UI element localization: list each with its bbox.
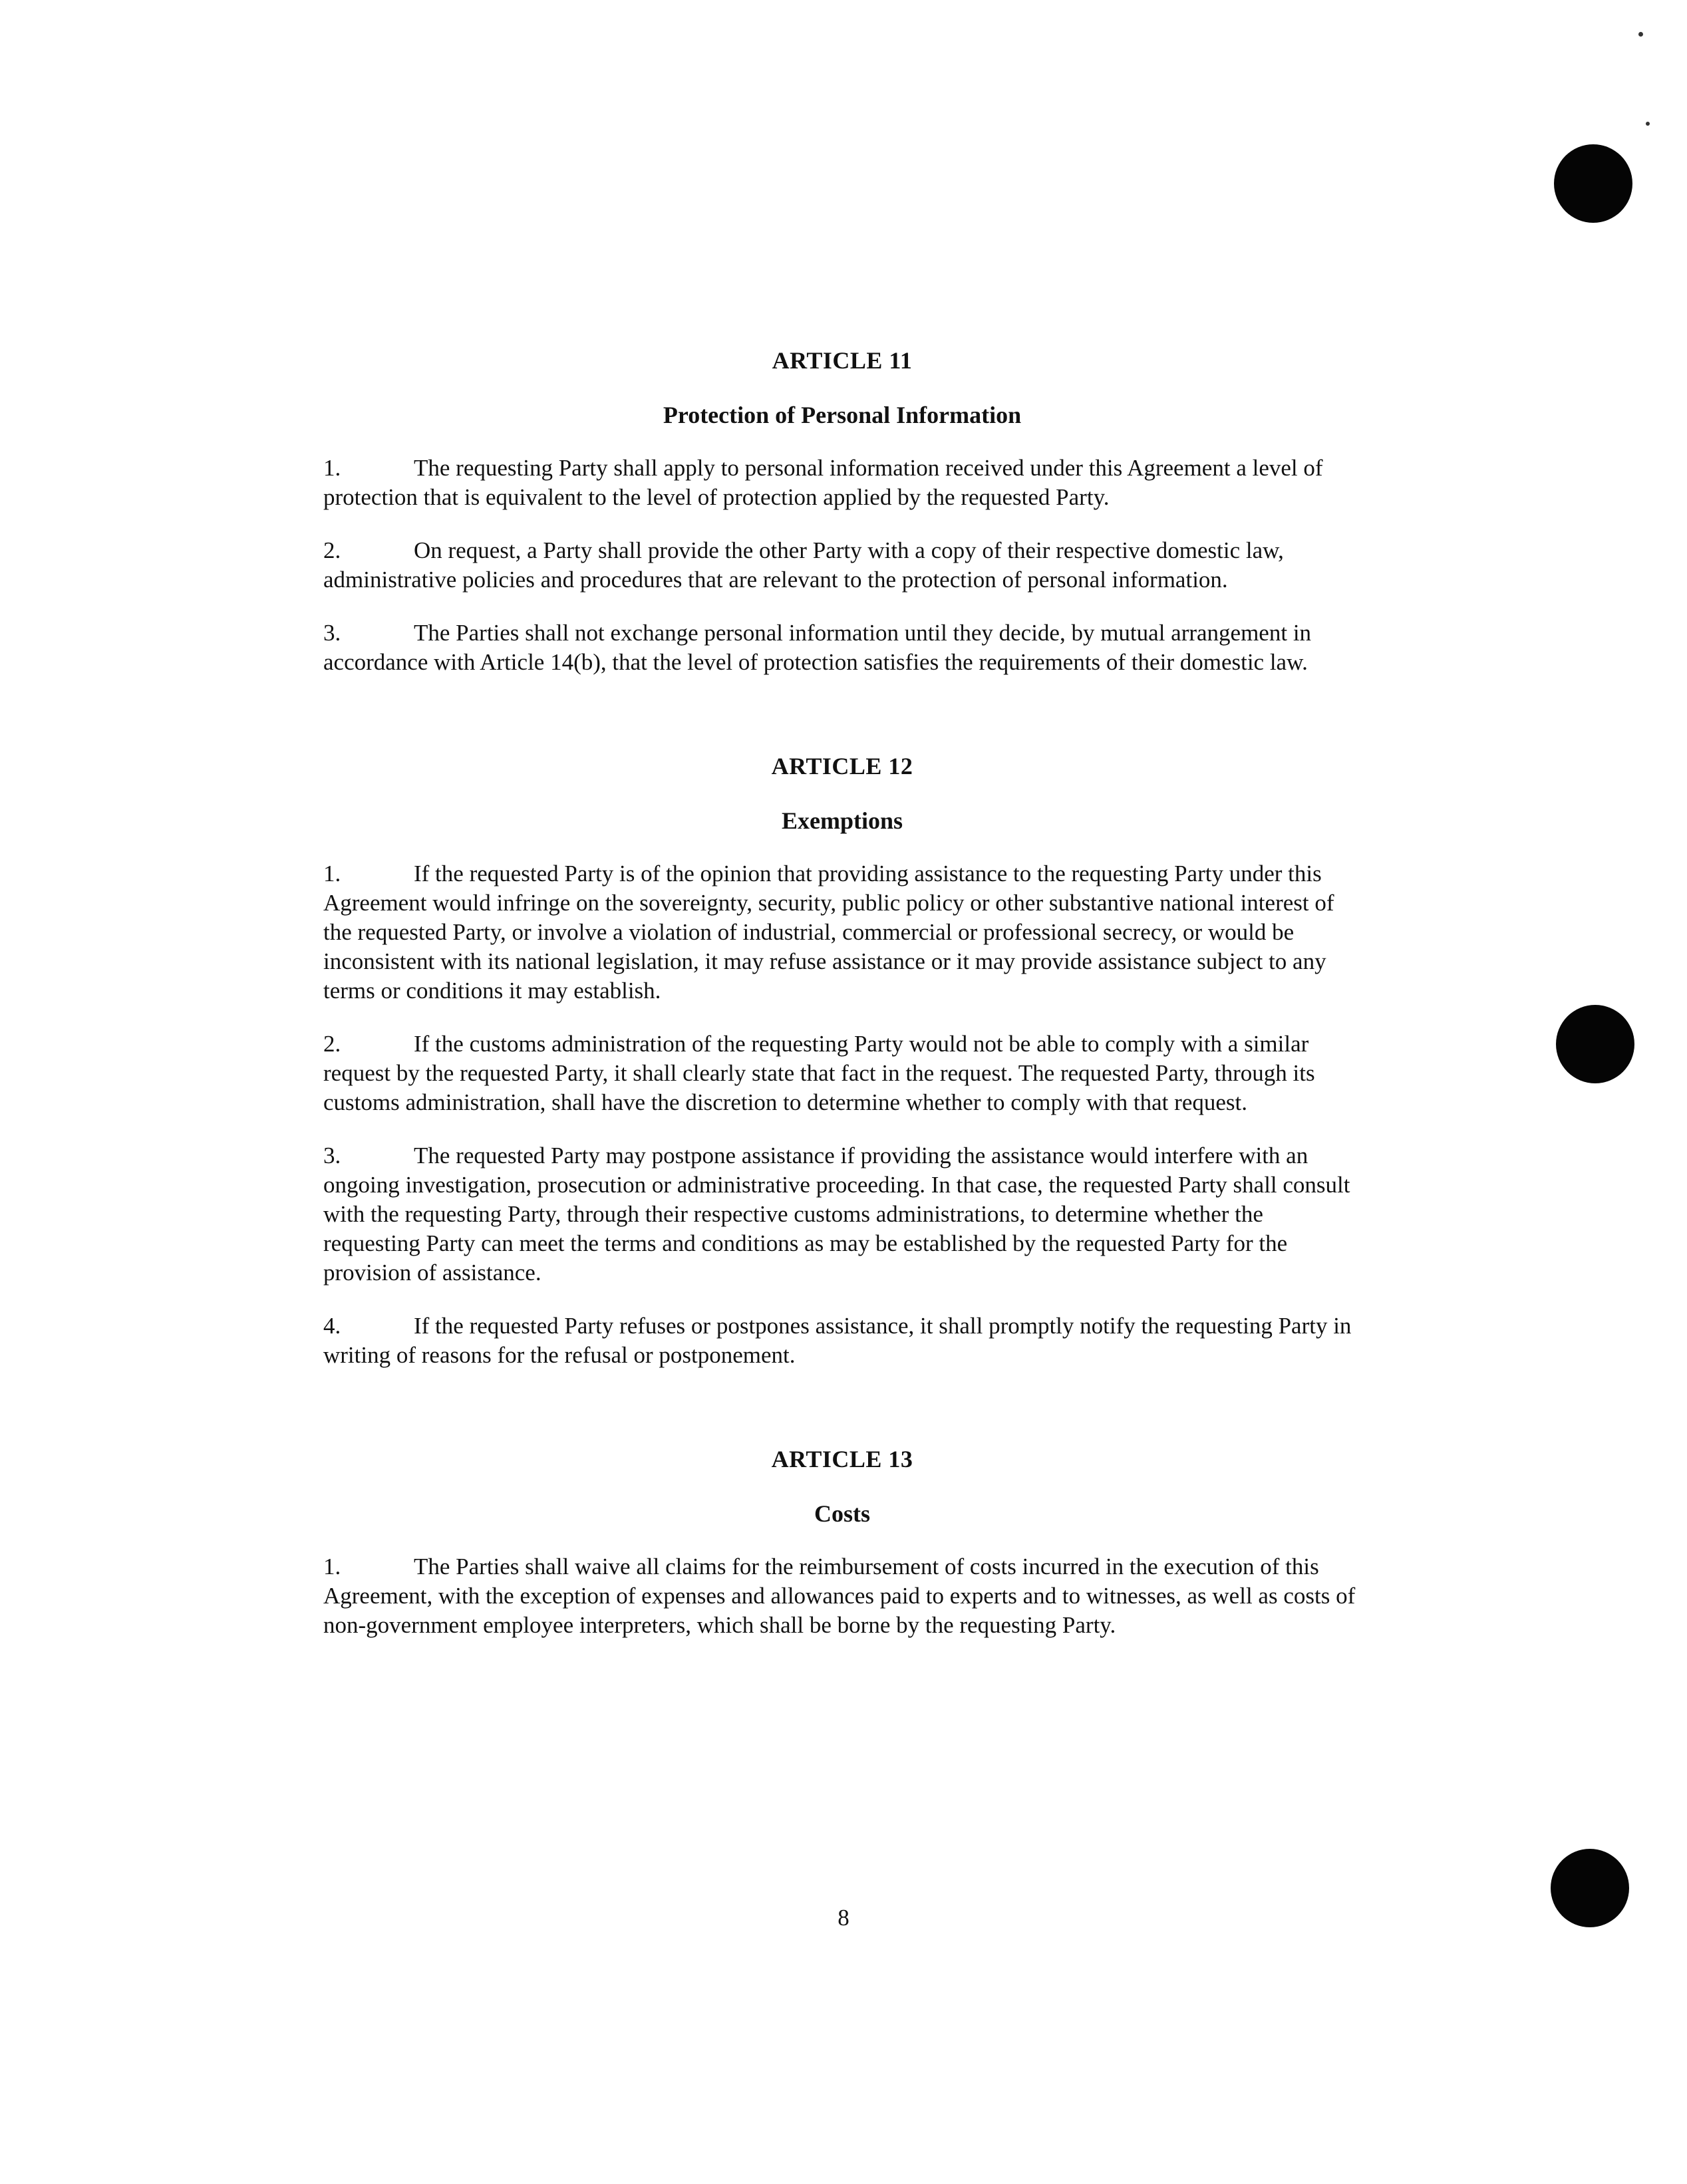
article-paragraph bbox=[323, 618, 1361, 677]
scan-speck bbox=[1646, 122, 1650, 126]
article-spacer bbox=[323, 677, 1361, 751]
article-paragraph bbox=[323, 1141, 1361, 1288]
punch-hole-top bbox=[1554, 144, 1632, 223]
article-11 bbox=[323, 346, 1361, 677]
paragraph-text: The Parties shall waive all claims for the reimbursement of costs incurred in the execution of this Agreement, with the exception of expenses and allowances paid to experts and to witnesses, as well as costs of non-government employee interpreters, which shall be borne by the requesting Party. bbox=[323, 1554, 1356, 1638]
paragraph-number: 3. bbox=[323, 620, 341, 646]
article-paragraph bbox=[323, 1029, 1361, 1117]
article-subtitle: Exemptions bbox=[781, 807, 903, 834]
paragraph-number: 3. bbox=[323, 1143, 341, 1168]
paragraph-text: If the requested Party is of the opinion that providing assistance to the requesting Party under this Agreement would infringe on the sovereignty, security, public policy or other substantive national interest of the requested Party, or involve a violation of industrial, commercial or professional secrecy, or would be inconsistent with its national legislation, it may refuse assistance or it may provide assistance subject to any terms or conditions it may establish. bbox=[323, 861, 1334, 1004]
article-paragraph bbox=[323, 859, 1361, 1006]
paragraph-number: 2. bbox=[323, 1031, 341, 1057]
page-number: 8 bbox=[838, 1905, 849, 1931]
scan-speck bbox=[1638, 32, 1643, 37]
punch-hole-middle bbox=[1556, 1005, 1634, 1083]
article-paragraph bbox=[323, 1311, 1361, 1370]
paragraph-text: On request, a Party shall provide the other Party with a copy of their respective domestic law, administrative policies and procedures that are relevant to the protection of personal information. bbox=[323, 537, 1284, 593]
article-paragraph bbox=[323, 536, 1361, 595]
paragraph-text: The Parties shall not exchange personal information until they decide, by mutual arrangement in accordance with Article 14(b), that the level of protection satisfies the requirements of their domestic law. bbox=[323, 620, 1312, 675]
article-subtitle: Costs bbox=[814, 1500, 870, 1527]
article-heading: ARTICLE 12 bbox=[771, 753, 913, 779]
article-paragraph bbox=[323, 1552, 1361, 1640]
article-subtitle: Protection of Personal Information bbox=[663, 402, 1022, 428]
article-heading: ARTICLE 13 bbox=[771, 1446, 913, 1472]
article-13 bbox=[323, 1444, 1361, 1640]
paragraph-number: 1. bbox=[323, 455, 341, 481]
document-body bbox=[323, 346, 1361, 1640]
paragraph-number: 1. bbox=[323, 861, 341, 887]
article-paragraph bbox=[323, 454, 1361, 512]
paragraph-text: The requesting Party shall apply to personal information received under this Agreement a level of protection that is equivalent to the level of protection applied by the requested Party. bbox=[323, 455, 1323, 510]
paragraph-number: 4. bbox=[323, 1313, 341, 1339]
paragraph-number: 2. bbox=[323, 537, 341, 563]
article-heading: ARTICLE 11 bbox=[772, 347, 913, 374]
paragraph-text: The requested Party may postpone assistance if providing the assistance would interfere with an ongoing investigation, prosecution or administrative proceeding. In that case, the requested Party shall consult with the requesting Party, through their respective customs administrations, to determine whether the requesting Party can meet the terms and conditions as may be established by the requested Party for the provision of assistance. bbox=[323, 1143, 1350, 1286]
article-spacer bbox=[323, 1370, 1361, 1444]
paragraph-text: If the customs administration of the requesting Party would not be able to comply with a similar request by the requested Party, it shall clearly state that fact in the request. The requested Party, through its customs administration, shall have the discretion to determine whether to comply with that request. bbox=[323, 1031, 1315, 1115]
paragraph-text: If the requested Party refuses or postpones assistance, it shall promptly notify the requesting Party in writing of reasons for the refusal or postponement. bbox=[323, 1313, 1352, 1368]
paragraph-number: 1. bbox=[323, 1554, 341, 1579]
article-12 bbox=[323, 751, 1361, 1370]
